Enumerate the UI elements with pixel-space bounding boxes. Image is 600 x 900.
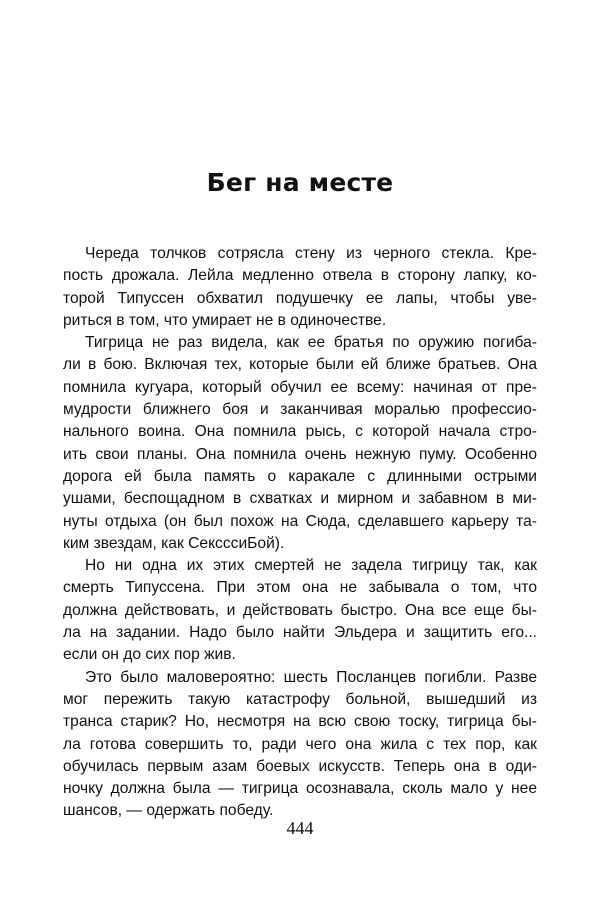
text-line: дорога ей была память о каракале с длинными острыми [63, 467, 537, 485]
text-line: шансов, — одержать победу. [63, 802, 274, 820]
text-line: нального воина. Она помнила рысь, с которой начала стро- [63, 423, 537, 441]
text-line: мудрости ближнего боя и заканчивая моралью профессио- [63, 401, 537, 419]
text-line: ким звездам, как СексссиБой). [63, 534, 285, 552]
page-number: 444 [286, 818, 314, 838]
text-line: обучилась первым азам боевых искусств. Теперь она в оди- [63, 757, 537, 775]
text-line: Но ни одна их этих смертей не задела тигрицу так, как [85, 557, 537, 575]
text-line: риться в том, что умирает не в одиночестве. [63, 311, 387, 329]
body-text [63, 243, 537, 823]
text-line: смерть Типуссена. При этом она не забывала о том, что [63, 579, 537, 597]
text-line: если он до сих пор жив. [63, 646, 236, 664]
text-line: Тигрица не раз видела, как ее братья по оружию погиба- [85, 334, 537, 352]
text-line: транса старик? Но, несмотря на всю свою тоску, тигрица бы- [63, 713, 537, 731]
text-line: ночку должна была — тигрица осознавала, сколь мало у нее [63, 780, 537, 798]
text-line: ла на задании. Надо было найти Эльдера и защитить его... [63, 624, 537, 642]
text-line: Череда толчков сотрясла стену из черного стекла. Кре- [85, 245, 537, 262]
text-line: помнила кугуара, который обучил ее всему: начиная от пре- [63, 378, 537, 396]
text-line: пость дрожала. Лейла медленно отвела в сторону лапку, ко- [63, 267, 537, 285]
text-line: нуты отдыха (он был похож на Сюда, сделавшего карьеру та- [63, 512, 537, 530]
text-line: торой Типуссен обхватил подушечку ее лапы, чтобы уве- [63, 289, 537, 307]
text-line: должна действовать, и действовать быстро. Она все еще бы- [63, 601, 537, 619]
text-line: Это было маловероятно: шесть Посланцев погибли. Разве [85, 668, 537, 686]
text-line: ушами, беспощадном в схватках и мирном и забавном в ми- [63, 490, 537, 508]
text-line: ли в бою. Включая тех, которые были ей ближе братьев. Она [63, 356, 537, 374]
chapter-title: Бег на месте [206, 168, 394, 197]
text-line: мог пережить такую катастрофу больной, вышедший из [63, 690, 537, 708]
text-line: ить свои планы. Она помнила очень нежную пуму. Особенно [63, 445, 537, 463]
text-line: ла готова совершить то, ради чего она жила с тех пор, как [63, 735, 537, 753]
